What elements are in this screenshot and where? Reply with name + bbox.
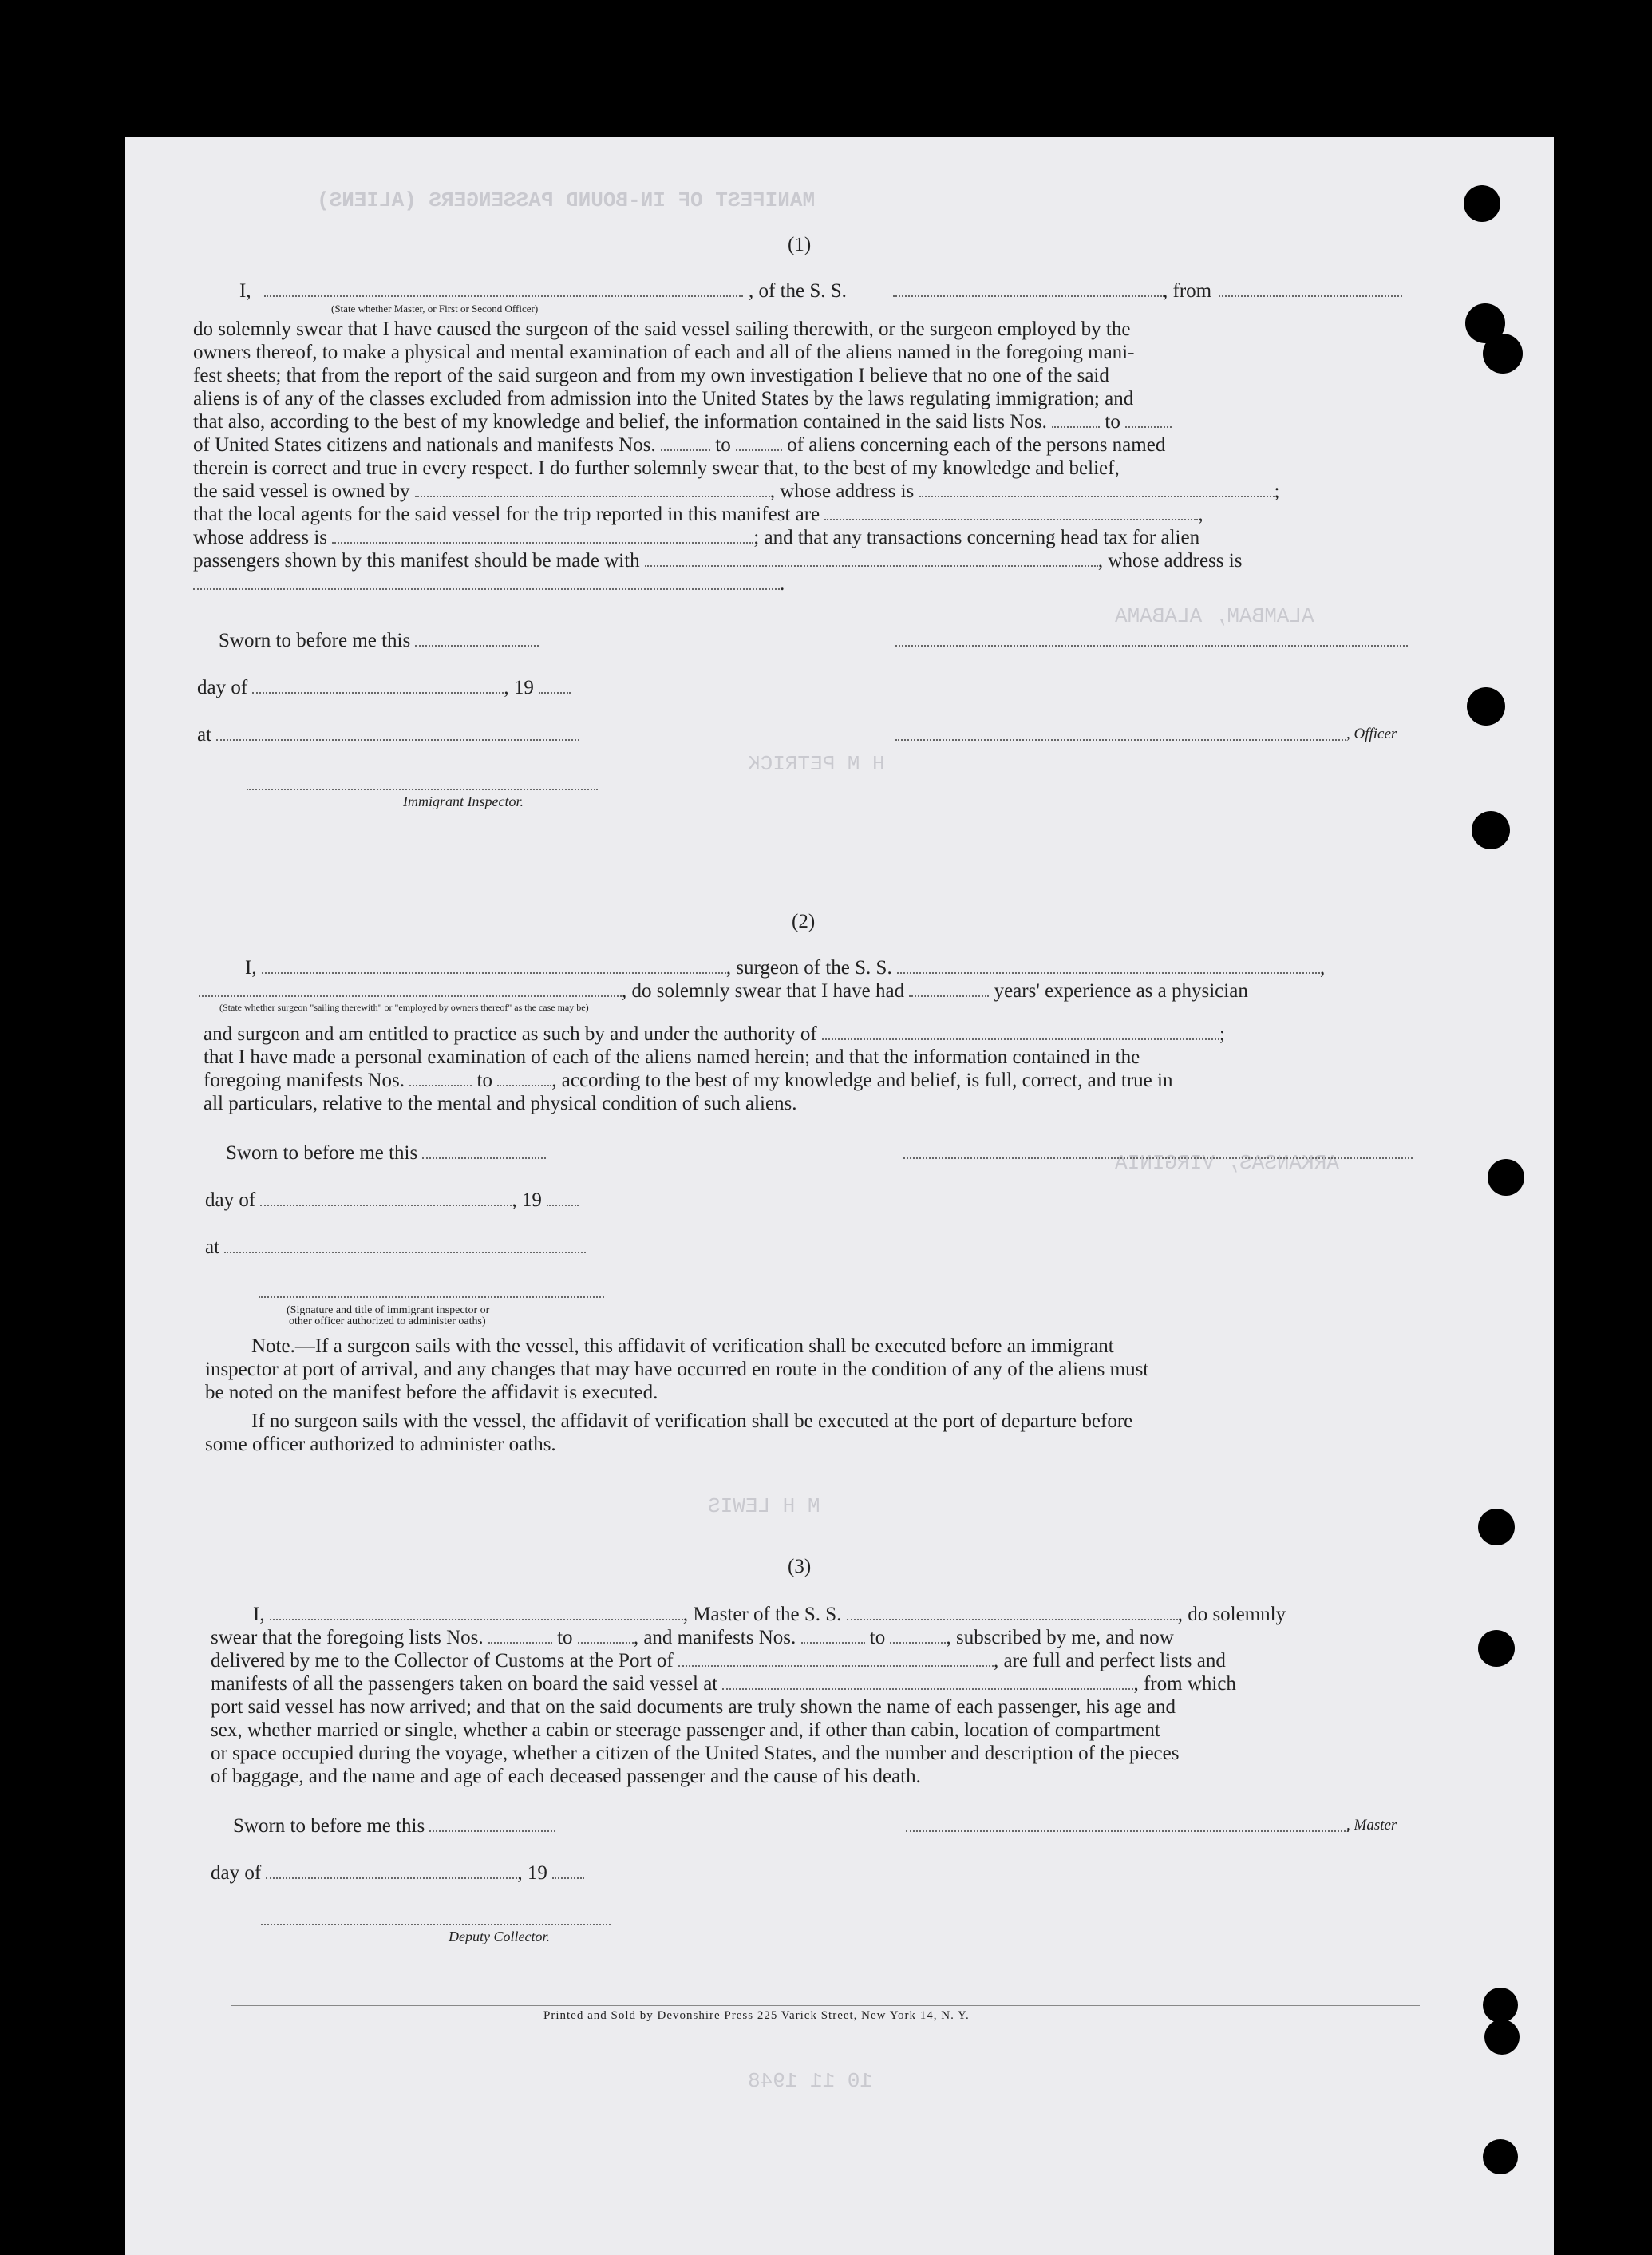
- s3-line-3: delivered by me to the Collector of Customs at the Port of: [211, 1650, 674, 1671]
- s2-line-2: , do solemnly swear that I have had: [622, 980, 905, 1002]
- years-experience-field[interactable]: [909, 979, 989, 997]
- s2-year-field[interactable]: [547, 1189, 579, 1206]
- owner-field[interactable]: [415, 480, 770, 497]
- officer-caption: (State whether Master, or First or Second Officer): [331, 303, 539, 315]
- s3-lists-from-field[interactable]: [488, 1626, 552, 1644]
- note-line-4: If no surgeon sails with the vessel, the affidavit of verification shall be executed at the port of departure before: [251, 1410, 1133, 1432]
- note-line-2: inspector at port of arrival, and any changes that may have occurred en route in the condition of any of the aliens must: [205, 1359, 1149, 1380]
- s3-sworn-date-field[interactable]: [429, 1814, 555, 1832]
- inspector-signature-line[interactable]: [247, 787, 598, 790]
- of-ss-label: , of the S. S.: [749, 280, 847, 302]
- and-manifests-label: , and manifests Nos.: [633, 1627, 796, 1648]
- note-line-5: some officer authorized to administer oaths.: [205, 1434, 556, 1455]
- to-label: to: [1105, 411, 1120, 433]
- do-solemnly-label: , do solemnly: [1177, 1604, 1286, 1625]
- whose-address-label: , whose address is: [769, 481, 915, 502]
- manifest-affidavit-page: [125, 137, 1554, 2255]
- note-line-1: Note.—If a surgeon sails with the vessel, this affidavit of verification shall be executed before an immigrant: [251, 1335, 1114, 1357]
- s1-line-2: owners thereof, to make a physical and mental examination of each and all of the aliens named in the foregoing mani-: [193, 342, 1135, 363]
- footer-rule: [231, 2005, 1420, 2006]
- authority-field[interactable]: [822, 1023, 1219, 1040]
- binder-hole: [1467, 687, 1505, 726]
- bleed-through-text: M H LEWIS: [708, 1494, 820, 1518]
- s3-manifests-to-field[interactable]: [890, 1626, 946, 1644]
- s2-at-field[interactable]: [224, 1236, 586, 1253]
- head-tax-address-field[interactable]: [193, 572, 780, 590]
- port-field[interactable]: [678, 1649, 994, 1667]
- to-label: to: [557, 1627, 573, 1648]
- s2-sworn-date-field[interactable]: [422, 1141, 546, 1159]
- s3-line-5: port said vessel has now arrived; and that on the said documents are truly shown the name of each passenger, his age and: [211, 1696, 1176, 1718]
- deputy-collector-signature-line[interactable]: [261, 1922, 611, 1925]
- s3-line-4: manifests of all the passengers taken on board the said vessel at: [211, 1673, 718, 1695]
- s1-sworn-label: Sworn to before me this: [219, 630, 411, 651]
- binder-hole: [1464, 185, 1500, 222]
- bleed-through-text: 10 11 1948: [748, 2069, 873, 2093]
- binder-hole: [1478, 1630, 1515, 1667]
- s1-i-label: I,: [239, 280, 251, 302]
- officer-caption-label: , Officer: [1346, 726, 1397, 742]
- s1-officer-field[interactable]: [895, 723, 1346, 741]
- binder-hole: [1483, 1988, 1518, 2023]
- s2-day-of-label: day of: [205, 1189, 256, 1211]
- from-label: , from: [1163, 280, 1212, 302]
- surgeon-status-field[interactable]: [199, 979, 622, 997]
- to-label: to: [476, 1070, 492, 1091]
- s2-vessel-field[interactable]: [897, 956, 1320, 974]
- s2-line-5-end: , according to the best of my knowledge and belief, is full, correct, and true in: [551, 1070, 1173, 1091]
- from-which-label: , from which: [1133, 1673, 1236, 1695]
- printer-imprint: Printed and Sold by Devonshire Press 225 Varick Street, New York 14, N. Y.: [543, 2009, 970, 2022]
- subscribed-label: , subscribed by me, and now: [946, 1627, 1174, 1648]
- s3-day-field[interactable]: [266, 1861, 517, 1879]
- s1-year-field[interactable]: [539, 676, 571, 694]
- s2-signature-caption-2: other officer authorized to administer oaths): [289, 1315, 486, 1327]
- s2-at-label: at: [205, 1236, 220, 1258]
- bleed-through-text: H M PETRICK: [748, 752, 885, 776]
- surgeon-status-caption: (State whether surgeon "sailing therewith" or "employed by owners thereof" as the case may be): [219, 1002, 589, 1013]
- head-tax-party-field[interactable]: [645, 549, 1098, 567]
- s3-master-name-field[interactable]: [270, 1603, 683, 1620]
- master-of-ss-label: , Master of the S. S.: [682, 1604, 842, 1625]
- section-3-number: (3): [788, 1556, 812, 1577]
- s2-i-label: I,: [245, 957, 257, 979]
- local-agents-label: that the local agents for the said vessel for the trip reported in this manifest are: [193, 504, 820, 525]
- s3-line-2: swear that the foregoing lists Nos.: [211, 1627, 484, 1648]
- manifests-from-field[interactable]: [661, 433, 710, 451]
- s2-manifests-to-field[interactable]: [497, 1069, 551, 1086]
- owner-address-field[interactable]: [919, 480, 1275, 497]
- binder-hole: [1488, 1159, 1524, 1196]
- note-line-3: be noted on the manifest before the affidavit is executed.: [205, 1382, 658, 1403]
- head-tax-label: passengers shown by this manifest should be made with: [193, 550, 640, 572]
- binder-hole: [1484, 2020, 1520, 2055]
- s1-line-5: that also, according to the best of my knowledge and belief, the information contained in the said lists Nos.: [193, 411, 1047, 433]
- s1-line-1: do solemnly swear that I have caused the surgeon of the said vessel sailing therewith, or the surgeon employed by the: [193, 318, 1131, 340]
- s2-sworn-label: Sworn to before me this: [226, 1142, 418, 1164]
- year-prefix: , 19: [517, 1862, 547, 1884]
- s3-year-field[interactable]: [552, 1861, 584, 1879]
- s3-master-signature-field[interactable]: [906, 1814, 1349, 1832]
- s3-line-6: sex, whether married or single, whether a cabin or steerage passenger and, if other than cabin, location of compartment: [211, 1719, 1160, 1741]
- s1-line-4: aliens is of any of the classes excluded from admission into the United States by the laws regulating immigration; and: [193, 388, 1134, 409]
- master-name-field[interactable]: [264, 279, 743, 297]
- manifests-to-field[interactable]: [736, 433, 782, 451]
- binder-hole: [1472, 811, 1510, 849]
- comma: ,: [1198, 504, 1203, 525]
- s2-signature-caption-1: (Signature and title of immigrant inspector or: [287, 1304, 490, 1316]
- bleed-through-text: MANIFEST OF IN-BOUND PASSENGERS (ALIENS): [317, 188, 816, 212]
- s1-line-6: of United States citizens and nationals and manifests Nos.: [193, 434, 656, 456]
- s3-vessel-field[interactable]: [847, 1603, 1178, 1620]
- s1-line-7: therein is correct and true in every respect. I do further solemnly swear that, to the best of my knowledge and belief,: [193, 457, 1120, 479]
- to-label: to: [715, 434, 731, 456]
- bleed-through-text: ALAMBAM, ALABAMA: [1115, 604, 1314, 628]
- local-agents-field[interactable]: [824, 503, 1198, 520]
- s2-line-3: and surgeon and am entitled to practice as such by and under the authority of: [204, 1023, 817, 1045]
- s3-manifests-from-field[interactable]: [801, 1626, 865, 1644]
- s3-line-7: or space occupied during the voyage, whether a citizen of the United States, and the number and description of the pieces: [211, 1743, 1180, 1764]
- s1-day-field[interactable]: [252, 676, 504, 694]
- to-label: to: [869, 1627, 886, 1648]
- semicolon: ;: [1274, 481, 1280, 502]
- period: .: [780, 573, 785, 595]
- s2-line-5: foregoing manifests Nos.: [204, 1070, 405, 1091]
- immigrant-inspector-label: Immigrant Inspector.: [403, 793, 524, 809]
- owned-by-label: the said vessel is owned by: [193, 481, 410, 502]
- s1-officer-signature-field[interactable]: [895, 629, 1408, 647]
- agents-address-field[interactable]: [332, 526, 753, 544]
- surgeon-name-field[interactable]: [262, 956, 726, 974]
- surgeon-of-ss-label: , surgeon of the S. S.: [725, 957, 892, 979]
- head-tax-text: ; and that any transactions concerning head tax for alien: [753, 527, 1200, 548]
- s3-lists-to-field[interactable]: [578, 1626, 634, 1644]
- s2-line-2-end: years' experience as a physician: [994, 980, 1248, 1002]
- s2-day-field[interactable]: [260, 1189, 512, 1206]
- master-caption-label: , Master: [1346, 1817, 1397, 1834]
- year-prefix: , 19: [512, 1189, 542, 1211]
- vessel-name-field[interactable]: [893, 279, 1164, 297]
- boarding-port-field[interactable]: [722, 1672, 1133, 1690]
- section-2-number: (2): [792, 911, 816, 932]
- comma: ,: [1319, 957, 1326, 979]
- s3-sworn-label: Sworn to before me this: [233, 1815, 425, 1837]
- s1-at-field[interactable]: [216, 723, 579, 741]
- binder-hole: [1483, 2139, 1518, 2174]
- s2-surgeon-signature-field[interactable]: [903, 1141, 1413, 1159]
- s1-at-label: at: [197, 724, 212, 746]
- agents-address-label: whose address is: [193, 527, 328, 548]
- s3-day-of-label: day of: [211, 1862, 262, 1884]
- semicolon: ;: [1219, 1023, 1225, 1045]
- binder-hole: [1478, 1509, 1515, 1545]
- year-prefix: , 19: [504, 677, 534, 698]
- bleed-through-text: ARKANSAS, VIRGINIA: [1115, 1151, 1339, 1175]
- s3-line-8: of baggage, and the name and age of each deceased passenger and the cause of his death.: [211, 1766, 921, 1787]
- lists-from-field[interactable]: [1052, 410, 1100, 428]
- from-port-field[interactable]: [1219, 279, 1402, 297]
- s2-line-4: that I have made a personal examination of each of the aliens named herein; and that the information contained in the: [204, 1046, 1140, 1068]
- s2-inspector-signature-line[interactable]: [259, 1295, 604, 1298]
- s2-line-6: all particulars, relative to the mental and physical condition of such aliens.: [204, 1093, 797, 1114]
- s3-i-label: I,: [253, 1604, 265, 1625]
- section-1-number: (1): [788, 234, 812, 255]
- s1-sworn-date-field[interactable]: [415, 629, 539, 647]
- whose-address-label: , whose address is: [1097, 550, 1243, 572]
- s1-line-3: fest sheets; that from the report of the said surgeon and from my own investigation I believe that no one of the said: [193, 365, 1109, 386]
- s2-manifests-from-field[interactable]: [409, 1069, 472, 1086]
- s1-line-6-end: of aliens concerning each of the persons named: [787, 434, 1166, 456]
- s1-day-of-label: day of: [197, 677, 248, 698]
- s3-line-3-end: , are full and perfect lists and: [994, 1650, 1226, 1671]
- lists-to-field[interactable]: [1125, 410, 1172, 428]
- deputy-collector-label: Deputy Collector.: [449, 1929, 550, 1944]
- binder-hole: [1483, 334, 1523, 374]
